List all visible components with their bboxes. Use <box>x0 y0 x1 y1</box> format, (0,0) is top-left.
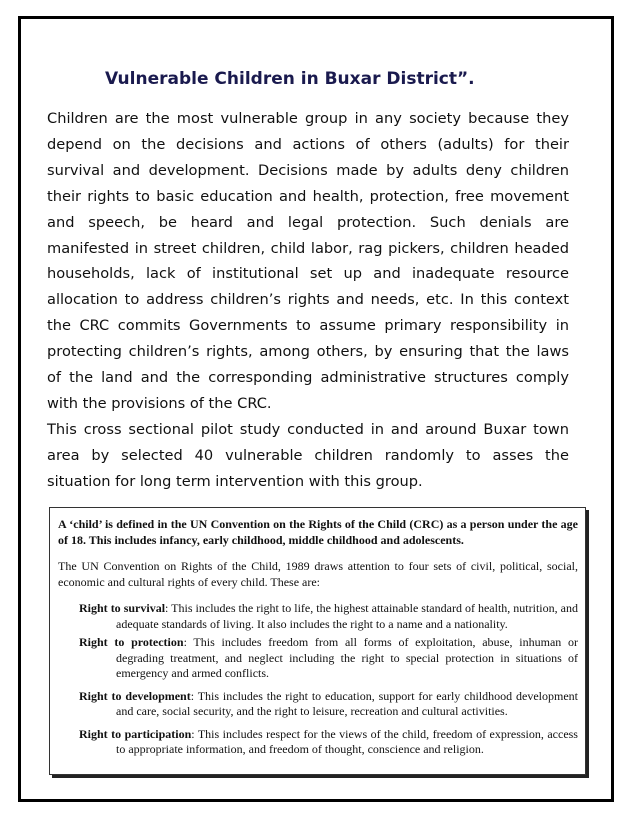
right-description: : This includes freedom from all forms of exploitation, abuse, inhuman or degrading treatment, and neglect including the right to special protection in situations of emergency and armed conflicts. <box>116 635 578 680</box>
right-participation <box>79 727 578 758</box>
crc-intro: The UN Convention on Rights of the Child, 1989 draws attention to four sets of civil, political, social, economic and cultural rights of every child. These are: <box>58 559 578 589</box>
right-name: Right to survival <box>79 601 166 615</box>
intro-paragraph: Children are the most vulnerable group in any society because they depend on the decisions and actions of others (adults) for their survival and development. Decisions made by adults deny children their rights to basic education and health, protection, free movement and speech, be heard and legal protection. Such denials are manifested in street children, child labor, rag pickers, children headed households, lack of institutional set up and inadequate resource allocation to address children’s rights and needs, etc. In this context the CRC commits Governments to assume primary responsibility in protecting children’s rights, among others, by ensuring that the laws of the land and the corresponding administrative structures comply with the provisions of the CRC. <box>47 110 569 412</box>
right-development <box>79 689 578 720</box>
study-paragraph: This cross sectional pilot study conducted in and around Buxar town area by selected 40 vulnerable children randomly to asses the situation for long term intervention with this group. <box>47 420 569 490</box>
right-name: Right to development <box>79 688 191 703</box>
right-survival <box>79 601 578 632</box>
body-text <box>47 106 569 495</box>
right-description: : This includes the right to life, the highest attainable standard of health, nutrition, and adequate standards of living. It also includes the right to a name and a nationality. <box>116 601 578 631</box>
right-description: : This includes the right to education, support for early childhood development and care, social security, and the right to leisure, recreation and cultural activities. <box>116 688 578 718</box>
crc-definition-box <box>49 507 586 775</box>
right-protection <box>79 635 578 682</box>
child-definition: A ‘child’ is defined in the UN Convention on the Rights of the Child (CRC) as a person under the age of 18. This includes infancy, early childhood, middle childhood and adolescents. <box>58 517 578 547</box>
right-name: Right to participation <box>79 726 192 741</box>
right-description: : This includes respect for the views of the child, freedom of expression, access to appropriate information, and freedom of thought, conscience and religion. <box>116 726 578 756</box>
document-title: Vulnerable Children in Buxar District”. <box>105 69 475 89</box>
right-name: Right to protection <box>79 635 184 649</box>
